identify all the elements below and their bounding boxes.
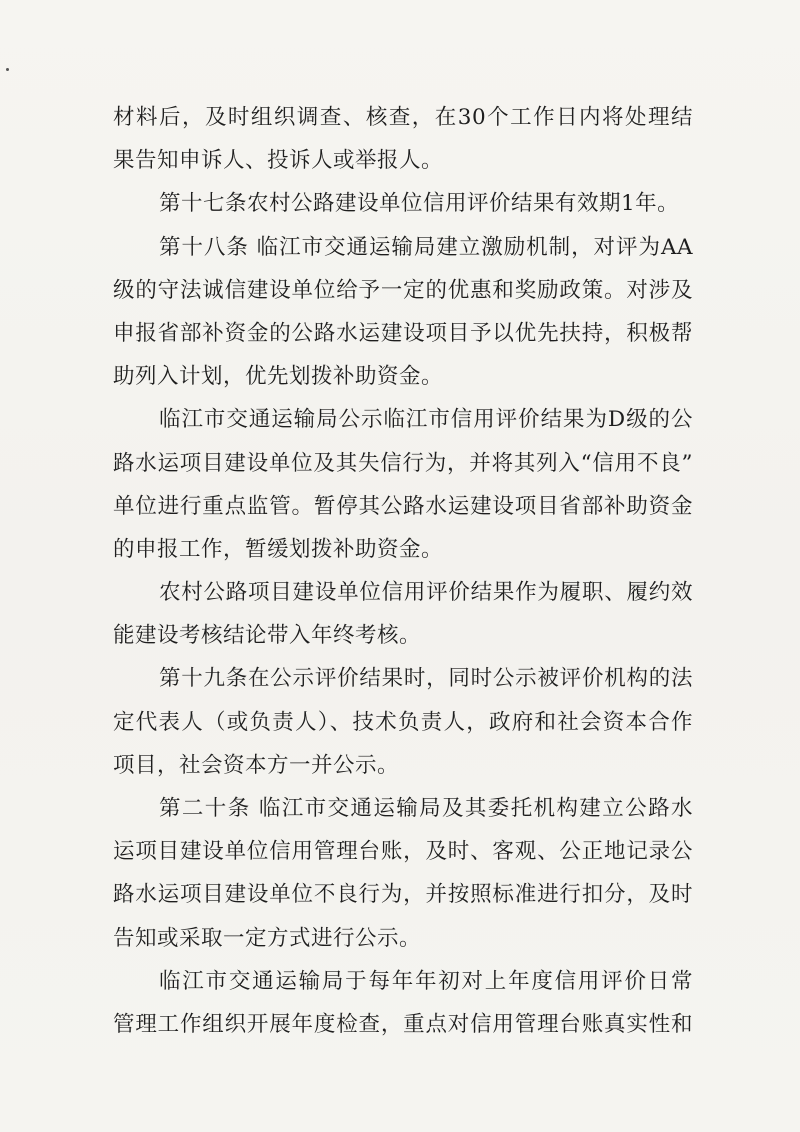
text-line: 能建设考核结论带入年终考核。 (113, 623, 422, 649)
text-line: 的申报工作，暂缓划拨补助资金。 (113, 536, 444, 562)
text-line: 农村公路项目建设单位信用评价结果作为履职、履约效 (159, 580, 693, 606)
scan-speck (6, 68, 9, 71)
text-line: 材料后，及时组织调查、核查，在30个工作日内将处理结 (113, 105, 693, 130)
text-line: 单位进行重点监管。暂停其公路水运建设项目省部补助资金 (113, 493, 693, 519)
text-line: 告知或采取一定方式进行公示。 (113, 925, 422, 951)
text-line: 第二十条 临江市交通运输局及其委托机构建立公路水 (159, 796, 693, 821)
text-line: 路水运项目建设单位不良行为，并按照标准进行扣分，及时 (113, 882, 693, 908)
document-body (113, 96, 693, 1046)
text-line: 临江市交通运输局公示临江市信用评价结果为D级的公 (159, 407, 693, 433)
text-line: 级的守法诚信建设单位给予一定的优惠和奖励政策。对涉及 (113, 277, 693, 303)
text-line: 申报省部补资金的公路水运建设项目予以优先扶持，积极帮 (113, 320, 693, 346)
text-line: 助列入计划，优先划拨补助资金。 (113, 364, 444, 390)
text-line: 第十七条农村公路建设单位信用评价结果有效期1年。 (159, 191, 680, 217)
text-line: 第十八条 临江市交通运输局建立激励机制，对评为AA (159, 234, 693, 260)
text-line: 第十九条在公示评价结果时，同时公示被评价机构的法 (159, 666, 693, 692)
text-line: 临江市交通运输局于每年年初对上年度信用评价日常 (159, 968, 693, 994)
text-line: 运项目建设单位信用管理台账，及时、客观、公正地记录公 (113, 839, 693, 865)
text-line: 定代表人（或负责人）、技术负责人，政府和社会资本合作 (113, 709, 693, 735)
text-line: 管理工作组织开展年度检查，重点对信用管理台账真实性和 (113, 1011, 693, 1037)
text-line: 项目，社会资本方一并公示。 (113, 752, 400, 778)
text-line: 路水运项目建设单位及其失信行为，并将其列入“信用不良” (113, 450, 693, 476)
text-line: 果告知申诉人、投诉人或举报人。 (113, 148, 444, 174)
